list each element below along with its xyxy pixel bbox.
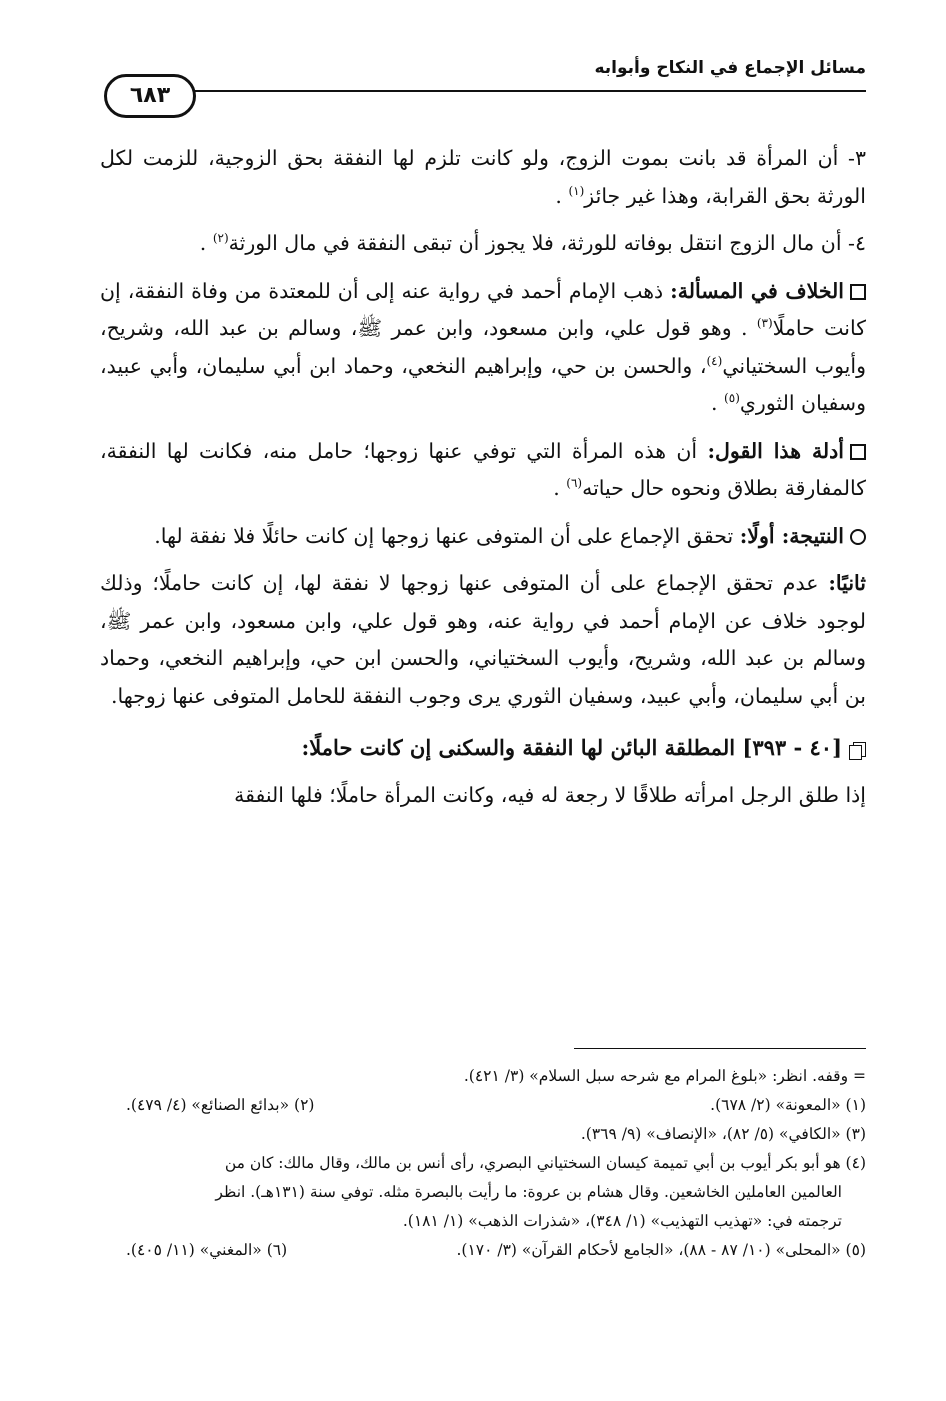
circle-bullet-icon (850, 529, 866, 545)
footnote-4-line-2: العالمين العاملين الخاشعين. وقال هشام بن عروة: ما رأيت بالبصرة مثله. توفي سنة (١٣١هـ). انظر (215, 1183, 842, 1201)
square-bullet-icon (850, 284, 866, 300)
paragraph-evidence: أدلة هذا القول: أن هذه المرأة التي توفي عنها زوجها؛ حامل منه، فكانت لها النفقة، كالمفارقة بطلاق ونحوه حال حياته$^{(٦)}$ . (100, 438, 866, 500)
footnote-1: (١) «المعونة» (٢/ ٦٧٨). (710, 1096, 866, 1114)
footnote-divider (574, 1048, 866, 1049)
running-title: مسائل الإجماع في النكاح وأبوابه (594, 58, 866, 78)
paragraph-issue-text: إذا طلق الرجل امرأته طلاقًا لا رجعة له فيه، وكانت المرأة حاملًا؛ فلها النفقة (234, 782, 866, 807)
section-label: النتيجة: أولًا: (739, 523, 844, 548)
page-header (100, 58, 866, 138)
square-bullet-icon (850, 444, 866, 460)
paragraph-result-second: ثانيًا: عدم تحقق الإجماع على أن المتوفى عنها زوجها لا نفقة لها، إن كانت حاملًا؛ وذلك لوجود خلاف عن الإمام أحمد في رواية عنه، وهو قول علي، وابن مسعود، وابن عمر ﷺ، وسالم بن عبد الله، وشريح، وأيوب السختياني، والحسن ابن حي، وإبراهيم النخعي، وحماد بن أبي سليمان، وأبي عبيد، وسفيان الثوري يرى وجوب النفقة للحامل المتوفى عنها زوجها. (100, 571, 866, 708)
footnote-continuation: = وقفه. انظر: «بلوغ المرام مع شرحه سبل السلام» (٣/ ٤٢١). (463, 1067, 866, 1085)
footnote-row (100, 1091, 866, 1120)
footnote-ref[interactable]: (٥) (724, 391, 740, 406)
footnote-ref[interactable]: (٤) (706, 353, 723, 368)
footnote-ref[interactable]: (٦) (566, 476, 583, 491)
footnote-ref[interactable]: (١) (568, 183, 585, 198)
footnote-4-line-3: ترجمته في: «تهذيب التهذيب» (١/ ٣٤٨)، «شذرات الذهب» (١/ ١٨١). (402, 1212, 842, 1230)
section-label: الخلاف في المسألة: (670, 278, 844, 303)
footnote-6: (٦) «المغني» (١١/ ٤٠٥). (126, 1241, 288, 1259)
footnote-5: (٥) «المحلى» (١٠/ ٨٧ - ٨٨)، «الجامع لأحكام القرآن» (٣/ ١٧٠). (456, 1241, 866, 1259)
footnote-3: (٣) «الكافي» (٥/ ٨٢)، «الإنصاف» (٩/ ٣٦٩). (580, 1125, 866, 1143)
footnote-row (100, 1236, 866, 1265)
main-text (100, 140, 866, 824)
header-rule (180, 90, 866, 92)
paragraph-disagreement: الخلاف في المسألة: ذهب الإمام أحمد في رواية عنه إلى أن للمعتدة من وفاة النفقة، إن كانت حاملًا$^{(٣)}$ . وهو قول علي، وابن مسعود، وابن عمر ﷺ، وسالم بن عبد الله، وشريح، وأيوب السختياني$^{(٤)}$، والحسن بن حي، وإبراهيم النخعي، وحماد ابن أبي سليمان، وأبي عبيد، وسفيان الثوري$^{(٥)}$ . (100, 278, 866, 415)
footnotes (100, 1062, 866, 1265)
paragraph-reason-3: ٣- أن المرأة قد بانت بموت الزوج، ولو كانت تلزم لها النفقة بحق الزوجية، للزمت لكل الورثة بحق القرابة، وهذا غير جائز$^{(١)}$ . (100, 146, 866, 208)
footnote-2: (٢) «بدائع الصنائع» (٤/ ٤٧٩). (126, 1096, 315, 1114)
paragraph-reason-4: ٤- أن مال الزوج انتقل بوفاته للورثة، فلا يجوز أن تبقى النفقة في مال الورثة$^{(٢)}$ . (199, 231, 866, 255)
issue-heading: [٤٠ - ٣٩٣] المطلقة البائن لها النفقة والسكنى إن كانت حاملًا: (100, 729, 866, 767)
section-label: أدلة هذا القول: (707, 438, 845, 463)
paragraph-result-first: النتيجة: أولًا: تحقق الإجماع على أن المتوفى عنها زوجها إن كانت حائلًا فلا نفقة لها. (100, 518, 866, 556)
page-number: ٦٨٣ (104, 74, 196, 118)
section-label: ثانيًا: (828, 571, 866, 595)
footnote-ref[interactable]: (٢) (212, 231, 229, 246)
footnote-4: (٤) هو أبو بكر أيوب بن أبي تميمة كيسان السختياني البصري، رأى أنس بن مالك، وقال مالك: كان من (224, 1154, 866, 1172)
footnote-ref[interactable]: (٣) (756, 316, 773, 331)
documents-icon (850, 742, 866, 758)
